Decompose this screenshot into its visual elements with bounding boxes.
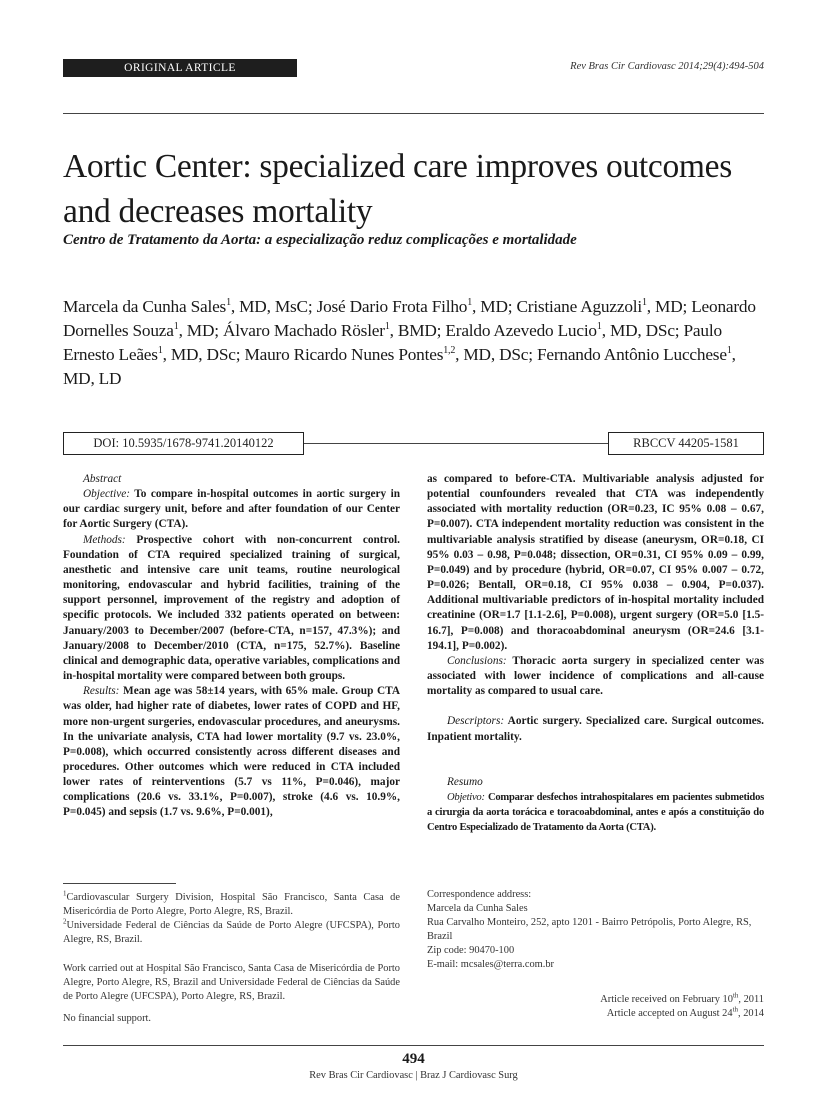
author-affiliation: 1 [596,321,602,333]
received-date [470,993,764,1007]
author-degree: , MD; [472,297,517,316]
author-degree: , MD, MsC; [230,297,317,316]
correspondence-name: Marcela da Cunha Sales [427,903,528,914]
author-degree: , MD, LD [63,345,736,388]
author-name: Leonardo Dornelles Souza [63,297,756,340]
author-degree: , MD; [646,297,692,316]
methods-label: Methods: [83,533,126,546]
article-title [63,144,763,234]
spacer [427,699,764,714]
author-affiliation: 1,2 [443,345,456,357]
affiliation-1-text: Cardiovascular Surgery Division, Hospital São Francisco, Santa Casa de Misericórdia de Porto Alegre, Porto Alegre, RS, Brazil. [63,892,400,917]
abstract-column-left [63,472,400,821]
article-title-line-1: Aortic Center: specialized care improves outcomes [63,148,732,185]
affiliation-1-number: 1 [63,889,67,898]
author-affiliation: 1 [384,321,390,333]
affiliation-2 [63,919,400,947]
spacer [63,1004,400,1012]
author-affiliation: 1 [157,345,163,357]
author-name: Álvaro Machado Rösler [222,321,385,340]
results-label: Results: [83,685,120,698]
conclusions-label: Conclusions: [447,654,507,667]
author-affiliation: 1 [726,345,732,357]
footer-journal-name: Rev Bras Cir Cardiovasc | Braz J Cardiovasc Surg [309,1070,518,1081]
results-text: Mean age was 58±14 years, with 65% male. Group CTA was older, had higher rate of diabetes, lower rates of COPD and HF, more non-urgent surgeries, endovascular procedures, and aneurysms. In the univariate analysis, CTA had lower mortality (9.7 vs. 23.0%, P=0.008), which occurred consistently across different diseases and procedures. Other outcomes which were reduced in CTA included lower rates of reinterventions (5.7 vs 11%, P=0.046), major complications (20.6 vs. 33.1%, P=0.007), stroke (4.6 vs. 10.9%, P=0.045) and sepsis (1.7 vs. 9.6%, P=0.001), [63,685,400,819]
methods-text: Prospective cohort with non-concurrent control. Foundation of CTA required specialized training of surgical, anesthetic and intensive care unit teams, routine neurological monitoring, endovascular and hybrid facilities, training of the support personnel, improvement of the registry and adoption of specific protocols. We included 332 patients operated on between: January/2003 to December/2007 (before-CTA, n=157, 47.3%); and January/2008 to December/2010 (CTA, n=175, 52.7%). Baseline clinical and demographic data, operative variables, complications and in-hospital mortality were compared between both groups. [63,533,400,683]
correspondence-address: Rua Carvalho Monteiro, 252, apto 1201 - Bairro Petrópolis, Porto Alegre, RS, Brazil [427,917,752,942]
received-dates [470,993,764,1021]
affiliation-2-text: Universidade Federal de Ciências da Saúde de Porto Alegre (UFCSPA), Porto Alegre, RS, Brazil. [63,920,400,945]
author-affiliation: 1 [226,297,231,309]
accepted-text: Article accepted on August 24 [606,1008,733,1019]
author-degree: , MD, DSc; [455,345,537,364]
doi-box: DOI: 10.5935/1678-9741.20140122 [63,432,304,455]
spacer [63,947,400,962]
author-degree: , BMD; [389,321,446,340]
author-name: Paulo Ernesto Leães [63,321,722,364]
objetivo-label: Objetivo: [447,791,485,803]
abstract-methods [63,533,400,685]
author-degree: , MD, DSc; [162,345,245,364]
descriptors-text: Aortic surgery. Specialized care. Surgical outcomes. Inpatient mortality. [427,715,764,743]
resumo-heading: Resumo [447,775,483,788]
section-label: ORIGINAL ARTICLE [63,59,297,77]
header-divider [63,113,764,114]
accepted-ordinal: th [732,1005,739,1014]
abstract-conclusions [427,654,764,699]
received-year: , 2011 [738,994,764,1005]
abstract-results-continued: as compared to before-CTA. Multivariable analysis adjusted for potential counfounders revealed that CTA was independently associated with mortality reduction (OR=0.23, IC 95% 0.08 – 0.67, P=0.007). CTA independent mortality reduction was consistent in the multivariable analysis stratified by disease (aneurysm, OR=0.18, CI 95% 0.03 – 0.98, P=0.048; dissection, OR=0.31, CI 95% 0.09 – 0.99, P=0.049) and by procedure (hybrid, OR=0.07, CI 95% 0.007 – 0.72, P=0.026; Bentall, OR=0.18, CI 95% 0.038 – 0.904, P=0.037). Additional multivariable predictors of in-hospital mortality included creatinine (OR=1.7 [1.1-2.6], P=0.008), urgent surgery (OR=5.0 [1.5-16.7], P=0.008) and thoracoabdominal aneurysm (OR=24.6 [3.1-194.1], P=0.002). [427,473,764,652]
correspondence-zip: Zip code: 90470-100 [427,945,515,956]
work-location: Work carried out at Hospital São Francisco, Santa Casa de Misericórdia de Porto Alegre, Porto Alegre, RS, Brazil and Universidade Federal de Ciências da Saúde de Porto Alegre (UFCSPA), Porto Alegre, RS, Brazil. [63,963,400,1002]
abstract-objective [63,487,400,532]
footnote-divider [63,883,176,884]
spacer [427,745,764,775]
author-affiliation: 1 [173,321,179,333]
abstract-descriptors [427,714,764,744]
author-name: Mauro Ricardo Nunes Pontes [244,345,444,364]
affiliation-1 [63,891,400,919]
resumo-objetivo [427,790,764,835]
affiliation-2-number: 2 [63,917,67,926]
author-affiliation: 1 [641,297,647,309]
footer-divider [63,1045,764,1046]
affiliations-footnotes [63,891,400,1026]
correspondence-block [427,888,764,972]
journal-citation: Rev Bras Cir Cardiovasc 2014;29(4):494-504 [570,61,764,72]
abstract-column-right [427,472,764,835]
author-name: Marcela da Cunha Sales [63,297,227,316]
funding-statement: No financial support. [63,1013,152,1024]
author-name: Fernando Antônio Lucchese [536,345,727,364]
author-name: Eraldo Azevedo Lucio [445,321,597,340]
accepted-date [470,1007,764,1021]
conclusions-text: Thoracic aorta surgery in specialized center was associated with lower incidence of complications and all-cause mortality as compared to usual care. [427,654,764,698]
author-degree: , MD; [178,321,223,340]
author-list [63,295,765,391]
article-subtitle: Centro de Tratamento da Aorta: a especialização reduz complicações e mortalidade [63,232,577,248]
correspondence-email: E-mail: mcsales@terra.com.br [427,959,554,970]
page-number: 494 [402,1051,425,1067]
doi-divider [304,443,608,444]
article-title-line-2: and decreases mortality [63,193,373,230]
received-text: Article received on February 10 [600,994,733,1005]
author-name: Cristiane Aguzzoli [516,297,642,316]
author-degree: , MD, DSc; [601,321,684,340]
received-ordinal: th [732,991,739,1000]
descriptors-label: Descriptors: [447,715,505,728]
objective-label: Objective: [83,488,131,501]
author-affiliation: 1 [467,297,473,309]
abstract-results [63,684,400,820]
rbccv-box: RBCCV 44205-1581 [608,432,764,455]
author-name: José Dario Frota Filho [316,297,468,316]
objective-text: To compare in-hospital outcomes in aortic surgery in our cardiac surgery unit, before and after foundation of our Center for Aortic Surgery (CTA). [63,488,400,531]
correspondence-heading: Correspondence address: [427,889,532,900]
objetivo-text: Comparar desfechos intrahospitalares em pacientes submetidos a cirurgia da aorta torácica e toracoabdominal, antes e após a constituição do Centro Especializado de Tratamento da Aorta (CTA). [427,791,764,834]
accepted-year: , 2014 [738,1008,764,1019]
abstract-heading: Abstract [83,473,122,485]
